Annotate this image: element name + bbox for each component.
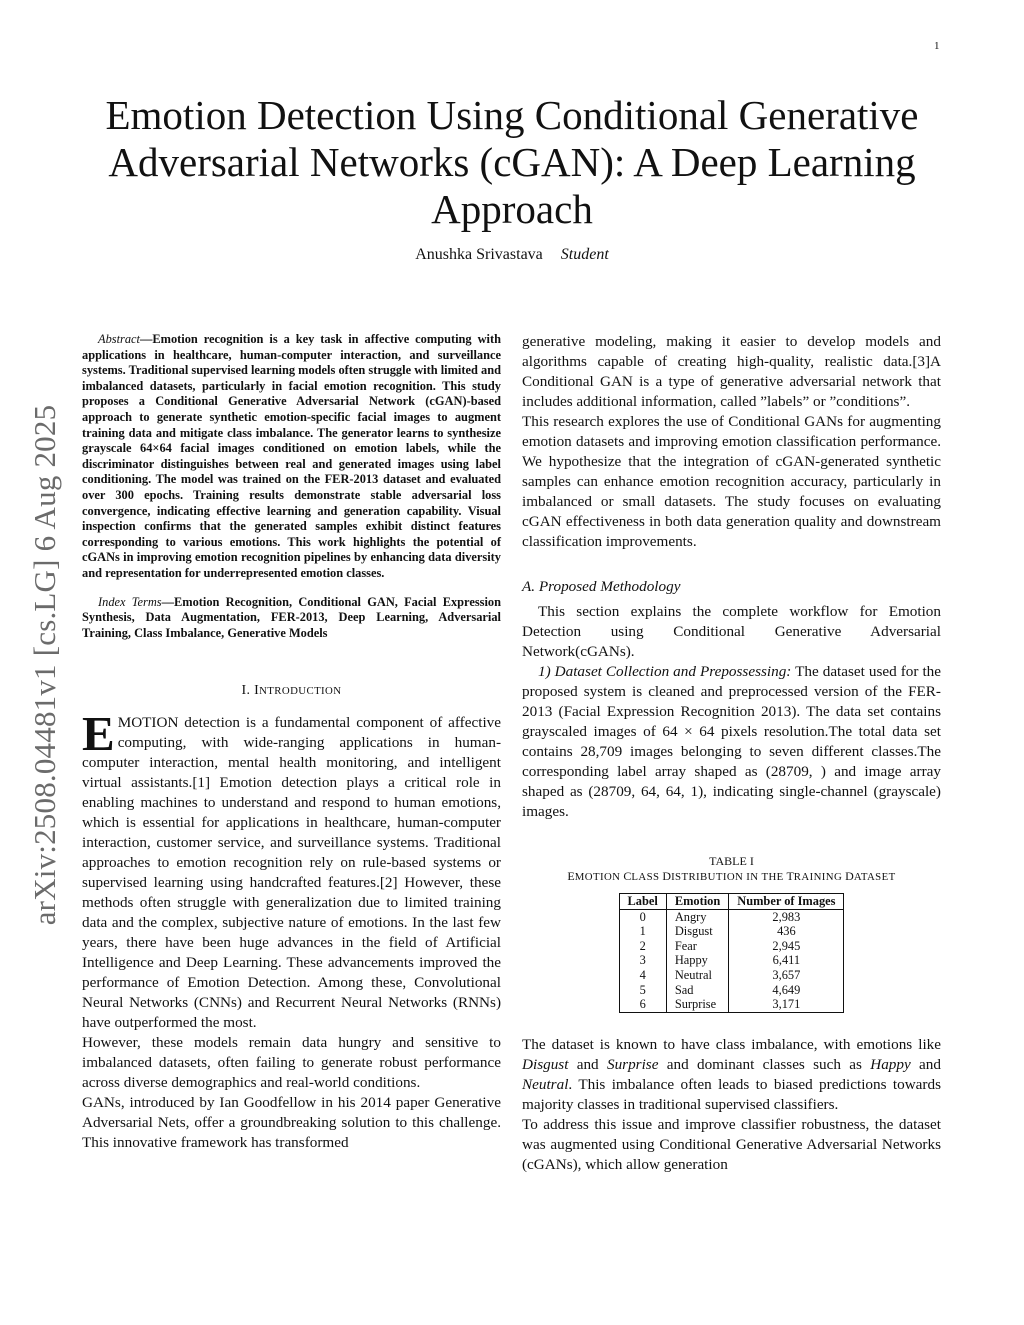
table-row <box>619 924 844 939</box>
table-header-cell: Number of Images <box>729 894 844 910</box>
emotion-distribution-table <box>619 893 845 1013</box>
table-cell: 2,983 <box>729 909 844 924</box>
intro-paragraph-3: GANs, introduced by Ian Goodfellow in his 2014 paper Generative Adversarial Nets, offer a groundbreaking solution to this challenge. This innovative framework has transformed <box>82 1094 501 1152</box>
table-cell: 4,649 <box>729 983 844 998</box>
section-heading-rest: NTRODUCTION <box>259 685 342 698</box>
table-cell: 3 <box>619 953 666 968</box>
table-cell: 0 <box>619 909 666 924</box>
table-cell: 2 <box>619 939 666 954</box>
index-terms <box>82 595 501 642</box>
table-cell: Fear <box>666 939 728 954</box>
methodology-paragraph-1: This section explains the complete workflow for Emotion Detection using Conditional Generative Adversarial Network(cGANs). <box>522 603 941 660</box>
augmentation-paragraph: To address this issue and improve classifier robustness, the dataset was augmented using Conditional Generative Adversarial Networks (cGANs), which allow generation <box>522 1115 941 1173</box>
intro-paragraph-1-text: MOTION detection is a fundamental component of affective computing, with wide-ranging applications in human-computer interaction, mental health monitoring, and intelligent virtual assistants.[1] Emotion detection plays a critical role in enabling machines to understand and respond to human emotions, which is essential for applications in healthcare, human-computer interaction, customer service, and surveillance systems. Traditional approaches to emotion recognition rely on rule-based systems or supervised learning using handcrafted features.[2] However, these methods often struggle with generalization due to limited training data and the complex, subjective nature of emotions. In the last few years, there have been huge advances in the field of Artificial Intelligence and Deep Learning. These advancements improved the performance of Emotion Detection. Among these, Convolutional Neural Networks (CNNs) and Recurrent Neural Networks (RNNs) have outperformed the most. <box>82 714 501 1032</box>
table-title <box>522 869 941 885</box>
table-row <box>619 939 844 954</box>
table-cell: 3,171 <box>729 997 844 1012</box>
emotion-neutral: Neutral <box>522 1075 569 1093</box>
table-row <box>619 983 844 998</box>
emotion-disgust: Disgust <box>522 1055 569 1073</box>
left-column <box>82 332 501 1153</box>
table-cell: Angry <box>666 909 728 924</box>
dropcap: E <box>82 706 115 762</box>
index-terms-text: —Emotion Recognition, Conditional GAN, Facial Expression Synthesis, Data Augmentation, FER-2013, Deep Learning, Adversarial Training, Class Imbalance, Generative Models <box>82 594 501 640</box>
abstract-label: Abstract <box>98 332 140 346</box>
abstract-paragraph <box>82 332 501 582</box>
table-cell: Surprise <box>666 997 728 1012</box>
caption-word: CLASS <box>623 869 660 883</box>
table-header-cell: Emotion <box>666 894 728 910</box>
table-number: TABLE I <box>709 854 754 868</box>
table-row <box>619 997 844 1012</box>
section-heading-initial: I <box>254 683 260 699</box>
intro-paragraph-4: This research explores the use of Conditional GANs for augmenting emotion datasets and improving emotion classification performance. We hypothesize that the integration of cGAN-generated synthetic samples can enhance emotion recognition accuracy, particularly in imbalanced or small datasets. The study focuses on evaluating cGAN effectiveness in both data generation quality and downstream classification improvements. <box>522 413 941 550</box>
caption-word: THE <box>761 871 784 883</box>
intro-paragraph-3-continued: generative modeling, making it easier to develop models and algorithms capable of creating high-quality, realistic data.[3]A Conditional GAN is a type of generative adversarial network that includes additional information, called ”labels” or ”conditions”. <box>522 333 941 410</box>
table-row <box>619 953 844 968</box>
intro-paragraph-2: However, these models remain data hungry and sensitive to imbalanced datasets, often failing to generate robust performance across diverse demographics and real-world conditions. <box>82 1034 501 1092</box>
methodology-paragraph-2-text: The dataset used for the proposed system is cleaned and preprocessed version of the FER-2013 (Facial Expression Recognition 2013). The data set contains grayscaled images of 64 × 64 pixels resolution.The total data set contains 28,709 images belonging to seven different classes.The corresponding label array shaped as (28709, ) and image array shaped as (28709, 64, 64, 1), indicating single-channel (grayscale) images. <box>522 663 941 820</box>
page-number: 1 <box>934 40 940 52</box>
caption-word: TRAINING <box>786 869 843 883</box>
paper-title: Emotion Detection Using Conditional Generative Adversarial Networks (cGAN): A Deep Learning Approach <box>105 92 919 232</box>
caption-word: DATASET <box>845 869 896 883</box>
table-cell: 1 <box>619 924 666 939</box>
emotion-happy: Happy <box>870 1055 911 1073</box>
abstract <box>82 332 501 641</box>
author-role: Student <box>560 246 609 263</box>
section-numeral: I. <box>241 683 251 699</box>
arxiv-identifier: arXiv:2508.04481v1 [cs.LG] 6 Aug 2025 <box>27 404 62 926</box>
table-caption <box>522 854 941 885</box>
abstract-text: —Emotion recognition is a key task in affective computing with applications in healthcare, human-computer interaction, and surveillance systems. Traditional supervised learning models often struggle with limited and imbalanced datasets, particularly in facial emotion recognition. This study proposes a Conditional Generative Adversarial Network (cGAN)-based approach to generate synthetic emotion-specific facial images to augment training data and mitigate class imbalance. The generator learns to synthesize grayscale 64×64 facial images conditioned on emotion labels, while the discriminator distinguishes between real and generated images using label conditioning. The model was trained on the FER-2013 dataset and evaluated over 300 epochs. Training results demonstrate stable adversarial loss convergence, indicating effective learning and generation capability. Visual inspection confirms that the generated samples exhibit distinct features corresponding to various emotions. This work highlights the potential of cGANs in improving emotion recognition pipelines by enhancing data diversity and representation for underrepresented emotion classes. <box>82 332 501 580</box>
table-cell: 6,411 <box>729 953 844 968</box>
caption-word: IN <box>746 871 759 883</box>
caption-word: EMOTION <box>567 869 621 883</box>
author-line <box>80 246 944 264</box>
table-cell: 3,657 <box>729 968 844 983</box>
right-column <box>522 332 941 1175</box>
intro-paragraph-1 <box>82 706 501 1033</box>
table-cell: 2,945 <box>729 939 844 954</box>
imbalance-paragraph: The dataset is known to have class imbalance, with emotions like Disgust and Surprise and dominant classes such as Happy and Neutral. This imbalance often leads to biased predictions towards majority classes in traditional supervised classifiers. <box>522 1035 941 1113</box>
table-cell: Disgust <box>666 924 728 939</box>
caption-word: DISTRIBUTION <box>662 869 744 883</box>
dataset-subheading: 1) Dataset Collection and Prepossessing: <box>538 663 792 680</box>
table-header-cell: Label <box>619 894 666 910</box>
methodology-paragraph-2 <box>522 662 941 822</box>
table-cell: Sad <box>666 983 728 998</box>
emotion-surprise: Surprise <box>606 1055 659 1073</box>
index-terms-label: Index Terms <box>98 594 162 609</box>
table-cell: 436 <box>729 924 844 939</box>
author-name: Anushka Srivastava <box>415 246 543 263</box>
section-heading-introduction <box>82 683 501 699</box>
subsection-heading-methodology: A. Proposed Methodology <box>522 578 681 595</box>
table-cell: 4 <box>619 968 666 983</box>
table-cell: Neutral <box>666 968 728 983</box>
table-cell: Happy <box>666 953 728 968</box>
table-row <box>619 968 844 983</box>
table-cell: 6 <box>619 997 666 1012</box>
table-cell: 5 <box>619 983 666 998</box>
table-header-row <box>619 894 844 910</box>
table-row <box>619 909 844 924</box>
